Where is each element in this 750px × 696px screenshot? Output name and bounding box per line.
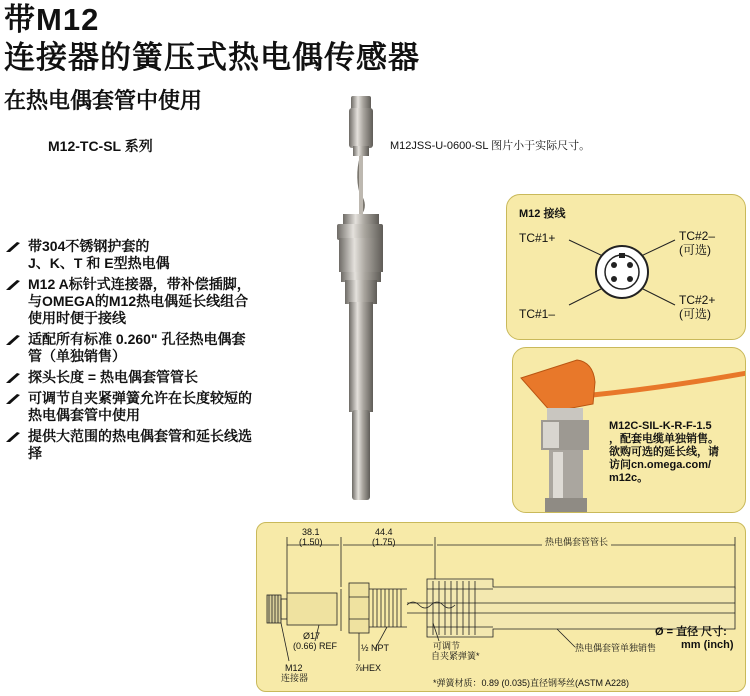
dim-diameter: Ø17 [303,631,321,641]
m12-wiring-title: M12 接线 [519,208,566,220]
cable-panel [512,347,746,513]
dim-thermowell-length: 热电偶套管管长 [542,537,611,547]
dim-38-in: (1.50) [299,537,323,547]
feature-item [4,428,254,462]
spring-label-2: 自夹紧弹簧* [431,651,480,661]
page-title-line2: 连接器的簧压式热电偶传感器 [4,40,420,75]
photo-caption: M12JSS-U-0600-SL 图片小于实际尺寸。 [390,140,591,152]
feature-text: 探头长度 = 热电偶套管管长 [28,369,198,385]
dim-diameter-ref: (0.66) REF [293,641,338,651]
feature-item [4,331,254,365]
dim-44-in: (1.75) [372,537,396,547]
units-label: Ø = 直径 尺寸: [655,626,727,638]
spring-footnote: *弹簧材质：0.89 (0.035)直径钢琴丝(ASTM A228) [433,678,630,688]
page-title-line1: 带M12 [4,2,100,37]
check-arrow-icon [5,333,21,347]
pin-tc2-minus: TC#2– [679,229,716,243]
thermowell-note: 热电偶套管单独销售 [575,643,657,653]
check-arrow-icon [5,430,21,444]
cable-line4: 访问cn.omega.com/ [609,459,712,471]
feature-text: 带304不锈钢护套的 J、K、T 和 E型热电偶 [28,238,170,271]
feature-text: 适配所有标准 0.260" 孔径热电偶套管（单独销售） [28,331,246,364]
probe-photo [315,88,405,508]
pin-tc2-plus-note: (可选) [679,307,711,321]
page-subtitle: 在热电偶套管中使用 [4,88,203,113]
pin-tc1-plus: TC#1+ [519,231,556,245]
units-value: mm (inch) [681,639,734,651]
dimension-drawing [257,523,747,693]
cable-line3: 欲购可选的延长线，请 [609,446,719,458]
feature-text: M12 A标针式连接器，带补偿插脚，与OMEGA的M12热电偶延长线组合使用时便于接线 [28,276,251,326]
dim-npt: ½ NPT [361,643,390,653]
m12-wiring-panel [506,194,746,340]
feature-text: 提供大范围的热电偶套管和延长线选择 [28,428,252,461]
cable-description [609,420,719,485]
feature-item [4,369,254,386]
check-arrow-icon [5,278,21,292]
feature-text: 可调节自夹紧弹簧允许在长度较短的热电偶套管中使用 [28,390,252,423]
pin-tc1-minus: TC#1– [519,307,556,321]
cable-line5: m12c。 [609,472,649,484]
pin-tc2-plus: TC#2+ [679,293,716,307]
dim-38-mm: 38.1 [302,527,320,537]
series-label: M12-TC-SL 系列 [48,138,153,154]
check-arrow-icon [5,371,21,385]
check-arrow-icon [5,240,21,254]
dim-hex: ⅞HEX [355,663,382,673]
feature-list [4,238,254,466]
dimension-drawing-panel [256,522,746,692]
cable-part-number: M12C-SIL-K-R-F-1.5 [609,420,712,432]
check-arrow-icon [5,392,21,406]
spring-label: 可调节 [433,641,461,651]
pin-tc2-minus-note: (可选) [679,243,711,257]
feature-item [4,390,254,424]
connector-label: M12 [285,663,303,673]
feature-item [4,238,254,272]
cable-line2: ，配套电缆单独销售。 [609,433,719,445]
feature-item [4,276,254,327]
dim-44-mm: 44.4 [375,527,393,537]
connector-label-2: 连接器 [281,673,309,683]
